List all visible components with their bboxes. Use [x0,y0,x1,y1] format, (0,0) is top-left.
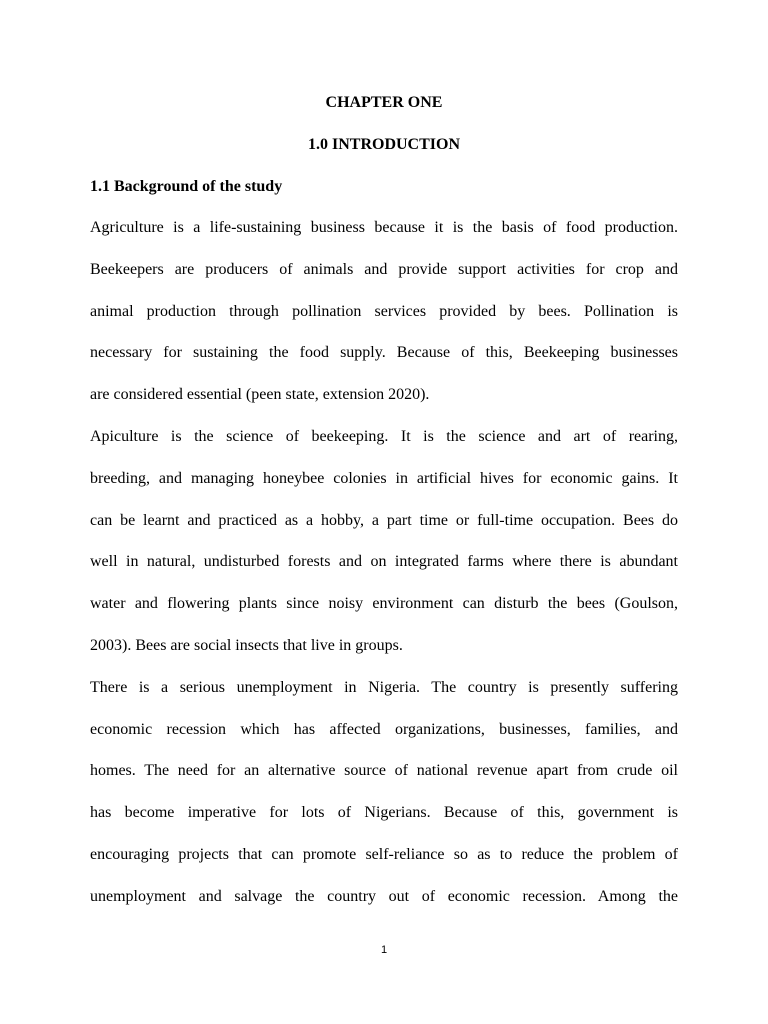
section-title: 1.0 INTRODUCTION [307,136,460,153]
text-line: Beekeepers are producers of animals and provide support activities for crop and [90,260,678,278]
text-line: There is a serious unemployment in Nigeria. The country is presently suffering [90,678,678,696]
paragraph-apiculture [90,416,678,667]
text-line: well in natural, undisturbed forests and on integrated farms where there is abundant [90,553,678,571]
text-line: breeding, and managing honeybee colonies in artificial hives for economic gains. It [90,469,678,487]
text-line: has become imperative for lots of Nigerians. Because of this, government is [90,804,678,822]
subsection-title: 1.1 Background of the study [90,178,283,195]
text-line: are considered essential (peen state, extension 2020). [90,386,430,404]
page-number: 1 [380,944,388,956]
text-line: encouraging projects that can promote self-reliance so as to reduce the problem of [90,845,678,863]
text-line: Agriculture is a life-sustaining business because it is the basis of food production. [90,219,678,236]
text-line: water and flowering plants since noisy environment can disturb the bees (Goulson, [90,595,678,613]
text-line: necessary for sustaining the food supply. Because of this, Beekeeping businesses [90,344,678,362]
text-line: unemployment and salvage the country out of economic recession. Among the [90,887,678,905]
text-line: Apiculture is the science of beekeeping. It is the science and art of rearing, [90,427,678,445]
text-line: homes. The need for an alternative source of national revenue apart from crude oil [90,762,678,780]
chapter-title: CHAPTER ONE [325,94,443,111]
paragraph-unemployment [90,667,678,918]
body-text [90,207,678,918]
text-line: can be learnt and practiced as a hobby, a part time or full-time occupation. Bees do [90,511,678,529]
text-line: 2003). Bees are social insects that live in groups. [90,636,403,654]
paragraph-agriculture [90,207,678,416]
text-line: economic recession which has affected organizations, businesses, families, and [90,720,678,738]
text-line: animal production through pollination services provided by bees. Pollination is [90,302,678,320]
